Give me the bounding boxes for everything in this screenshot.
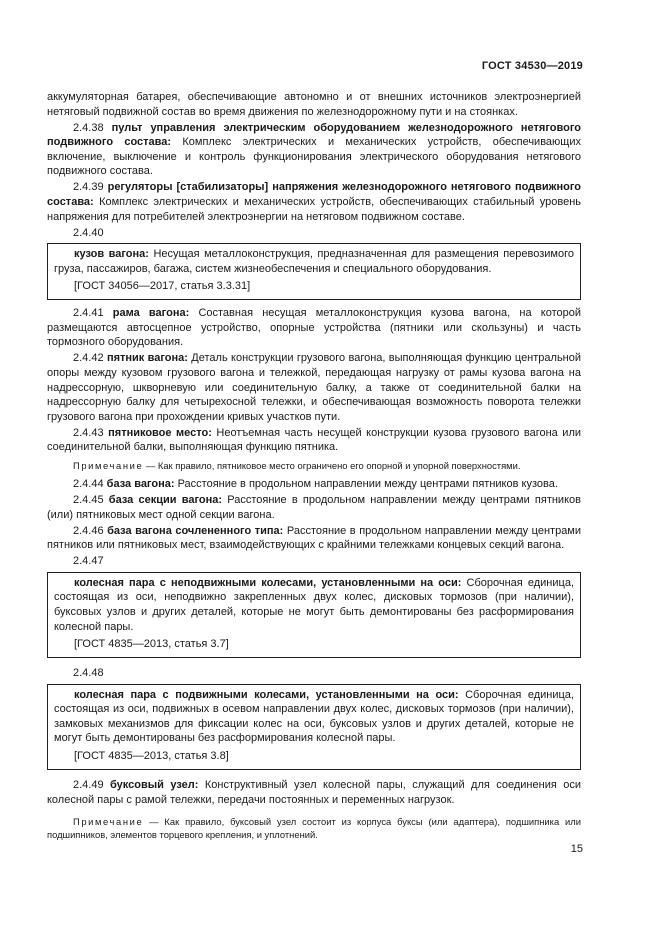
note-text: — Как правило, буксовый узел состоит из корпуса буксы (или адаптера), подшипника или подшипников, элементов торцевого крепления, и уплотнений. [47,816,581,841]
term-title: база вагона: [106,478,175,490]
term-number: 2.4.45 [73,493,104,506]
term-2-4-39 [47,180,581,224]
term-definition: Сборочная единица, состоящая из оси, неподвижно закрепленных двух колес, дисковых тормозов (при наличии), буксовых узлов и других деталей, которые не могут быть демонтированы без расформирования колесной пары. [54,576,574,633]
term-definition: Расстояние в продольном направлении между центрами пятников кузова. [177,478,558,490]
term-title: колесная пара с неподвижными колесами, установленными на оси: [74,576,462,589]
quoted-term-box [47,684,581,770]
term-number: 2.4.39 [73,181,104,194]
term-definition: Деталь конструкции грузового вагона, выполняющая функцию центральной опоры между кузовом грузового вагона и тележкой, передающая нагрузку от рамы кузова вагона на надрессорную, шкворневую или соединительную балку, а также от соединительной балки на надрессорную балку для четырехосной тележки, и обеспечивающая возможность поворота тележки грузового вагона при прохождении кривых участков пути. [47,352,582,423]
term-title: кузов вагона: [74,248,149,261]
term-2-4-49 [47,778,581,807]
standard-header: ГОСТ 34530—2019 [481,60,583,72]
term-number: 2.4.38 [73,121,104,134]
term-2-4-47 [54,576,574,634]
term-definition: Несущая металлоконструкция, предназначенная для размещения перевозимого груза, пассажиров, багажа, систем жизнеобеспечения и специального оборудования. [54,248,574,275]
term-number: 2.4.46 [73,524,104,537]
term-2-4-44 [47,477,581,492]
term-number: 2.4.44 [73,478,104,490]
term-definition: Комплекс электрических и механических устройств, обеспечивающих стабильный уровень напряжения для потребителей электроэнергии на нетяговом подвижном составе. [47,195,581,223]
term-title: регуляторы [стабилизаторы] напряжения железнодорожного нетягового подвижного состава: [47,181,582,208]
term-source: [ГОСТ 4835—2013, статья 3.7] [74,638,229,651]
term-definition: Расстояние в продольном направлении между центрами пятников или пятниковых мест, взаимодействующих с крайними тележками концевых секций вагона. [47,524,582,552]
term-number-2-4-48: 2.4.48 [73,667,104,680]
note-axle-box [47,815,581,841]
term-title: пятниковое место: [108,426,212,439]
quoted-term-box [47,243,581,300]
term-title: база секции вагона: [108,493,223,506]
term-title: буксовый узел: [110,779,199,792]
term-2-4-46 [47,524,581,553]
term-title: пятник вагона: [106,352,188,365]
term-definition: Конструктивный узел колесной пары, служащий для соединения оси колесной пары с рамой тележки, передачи постоянных и переменных нагрузок. [47,779,581,806]
term-number-2-4-40: 2.4.40 [73,226,104,239]
term-title: база вагона сочлененного типа: [107,524,284,537]
term-number: 2.4.42 [73,352,104,365]
quoted-term-box [47,572,581,658]
term-definition: Расстояние в продольном направлении между центрами пятников (или) пятниковых мест одной секции вагона. [47,493,581,521]
term-2-4-48 [54,688,574,746]
page-number: 15 [570,843,583,855]
note-text: — Как правило, пятниковое место ограничено его опорной и упорной поверхностями. [145,460,521,471]
term-title: пульт управления электрическим оборудованием железнодорожного нетягового подвижного состава: [47,121,581,149]
term-title: колесная пара с подвижными колесами, установленными на оси: [74,688,459,701]
term-number-2-4-47: 2.4.47 [73,555,104,568]
page-content [47,90,581,846]
note-pivot-place [47,459,581,472]
continuation-text: аккумуляторная батарея, обеспечивающие автономно и от внешних источников электроэнергией нетяговый подвижной состав во время движения по железнодорожному пути и на стоянках. [47,91,581,118]
term-2-4-40 [54,247,574,276]
term-2-4-42 [47,351,581,424]
term-2-4-41 [47,306,581,350]
note-label: Примечание [73,460,144,471]
term-2-4-43 [47,426,581,455]
term-source: [ГОСТ 4835—2013, статья 3.8] [74,750,229,763]
term-source: [ГОСТ 34056—2017, статья 3.3.31] [74,280,251,293]
term-definition: Комплекс электрических и механических устройств, обеспечивающих включение, выключение и контроль функционирования электрического оборудования нетягового подвижного состава. [47,136,581,178]
note-label: Примечание [73,816,144,828]
term-definition: Неотъемная часть несущей конструкции кузова грузового вагона или соединительной балки, выполняющая функцию пятника. [47,426,582,454]
term-definition: Составная несущая металлоконструкция кузова вагона, на которой размещаются автосцепное устройство, опорные устройства (пятники или скользуны) и часть тормозного оборудования. [47,307,581,349]
term-2-4-45 [47,493,581,522]
term-number: 2.4.49 [73,779,104,792]
term-number: 2.4.43 [73,426,104,439]
term-definition: Сборочная единица, состоящая из оси, подвижных в осевом направлении двух колес, дисковых тормозов (при наличии), замковых механизмов для фиксации колес на оси, буксовых узлов и других деталей, которые не могут быть демонтированы без расформирования колесной пары. [54,688,574,745]
term-2-4-38 [47,121,581,179]
term-number: 2.4.41 [73,307,104,320]
term-title: рама вагона: [112,307,190,320]
